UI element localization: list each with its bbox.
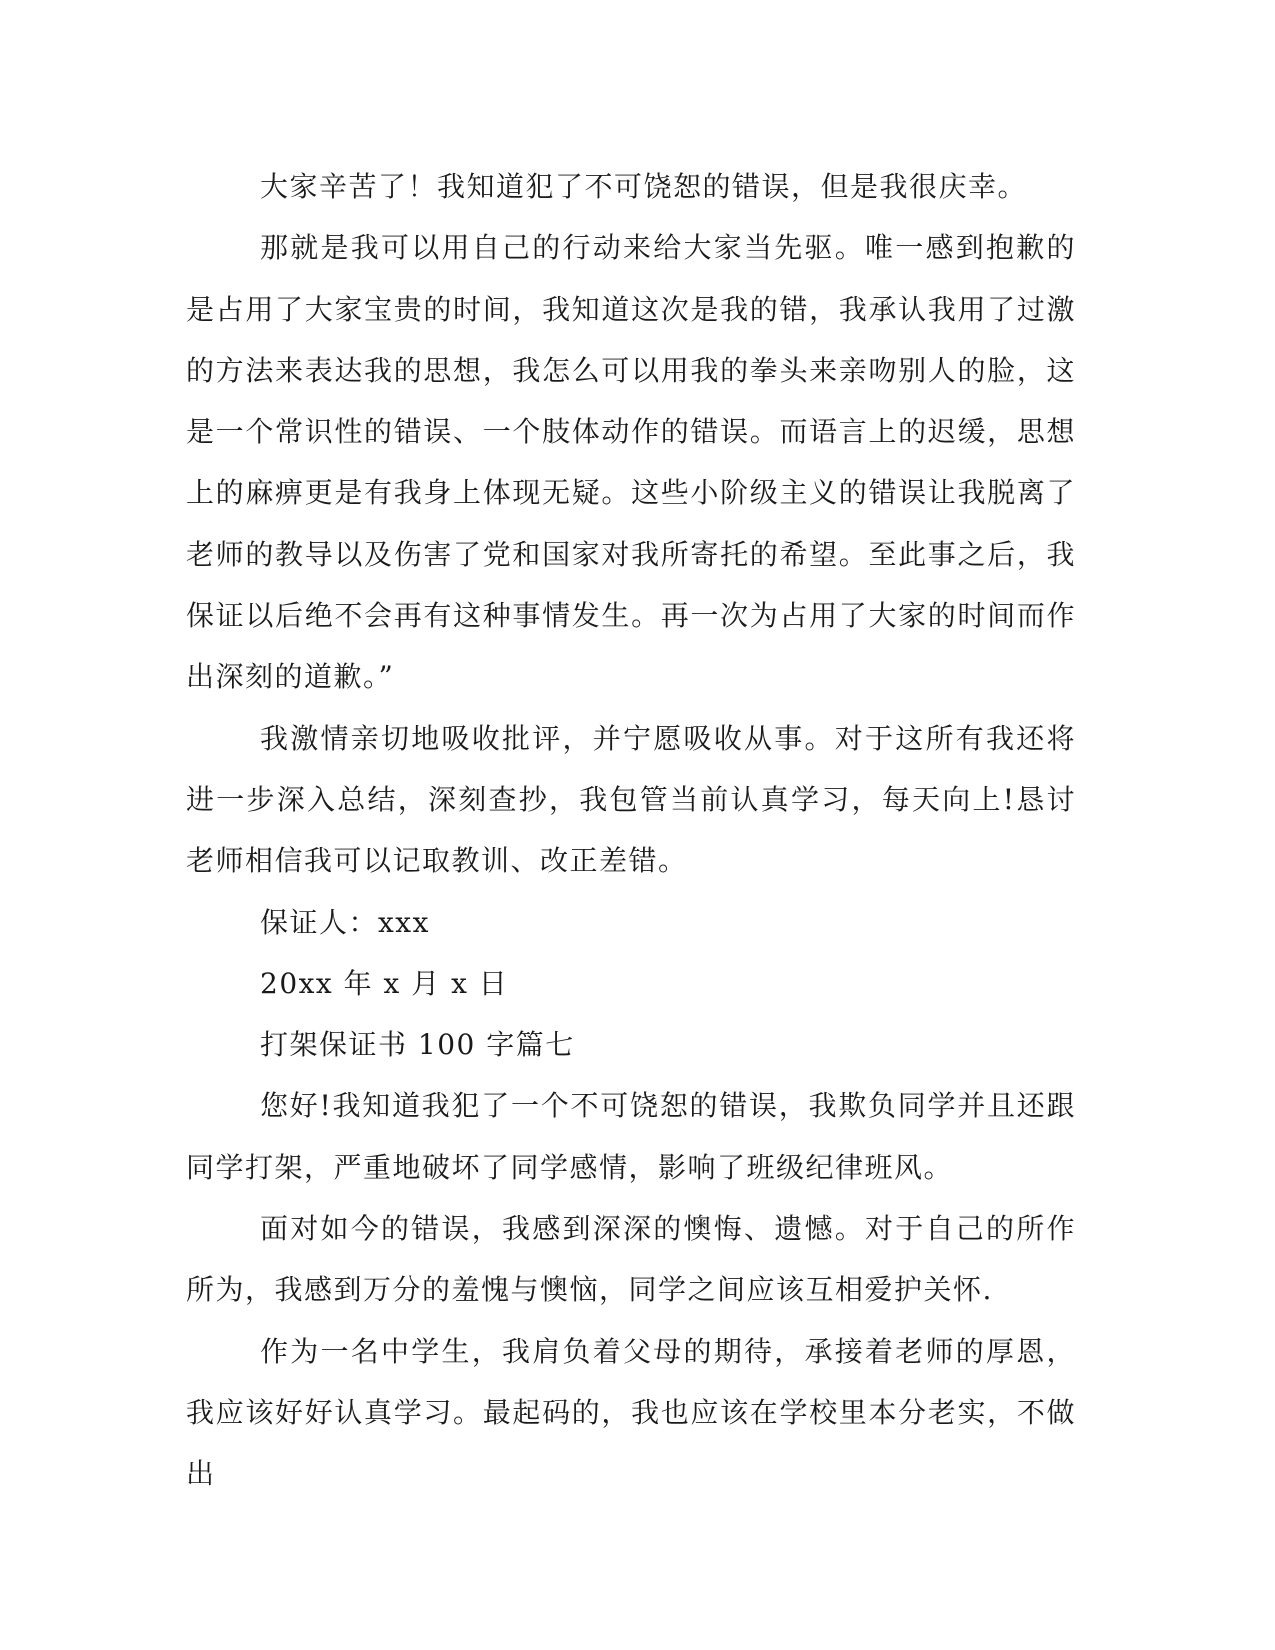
section-heading: 打架保证书 100 字篇七 bbox=[260, 1028, 575, 1062]
date-line: 20xx 年 x 月 x 日 bbox=[260, 966, 509, 1000]
paragraph-2: 那就是我可以用自己的行动来给大家当先驱。唯一感到抱歉的是占用了大家宝贵的时间，我知道这次是我的错，我承认我用了过激的方法来表达我的思想，我怎么可以用我的拳头来亲吻别人的脸，这是一个常识性的错误、一个肢体动作的错误。而语言上的迟缓，思想上的麻痹更是有我身上体现无疑。这些小阶级主义的错误让我脱离了老师的教导以及伤害了党和国家对我所寄托的希望。至此事之后，我保证以后绝不会再有这种事情发生。再一次为占用了大家的时间而作出深刻的道歉。” bbox=[186, 231, 1076, 694]
paragraph-3: 我激情亲切地吸收批评，并宁愿吸收从事。对于这所有我还将进一步深入总结，深刻查抄，我包管当前认真学习，每天向上!恳讨老师相信我可以记取教训、改正差错。 bbox=[186, 721, 1076, 878]
document-body bbox=[186, 156, 1076, 1505]
paragraph-6: 作为一名中学生，我肩负着父母的期待，承接着老师的厚恩，我应该好好认真学习。最起码的，我也应该在学校里本分老实，不做出 bbox=[186, 1334, 1076, 1491]
guarantor-line: 保证人：xxx bbox=[260, 905, 430, 939]
paragraph-1: 大家辛苦了！我知道犯了不可饶恕的错误，但是我很庆幸。 bbox=[260, 170, 1028, 203]
paragraph-4: 您好!我知道我犯了一个不可饶恕的错误，我欺负同学并且还跟同学打架，严重地破坏了同学感情，影响了班级纪律班风。 bbox=[186, 1089, 1076, 1184]
paragraph-5: 面对如今的错误，我感到深深的懊悔、遗憾。对于自己的所作所为，我感到万分的羞愧与懊恼，同学之间应该互相爱护关怀. bbox=[186, 1212, 1076, 1307]
